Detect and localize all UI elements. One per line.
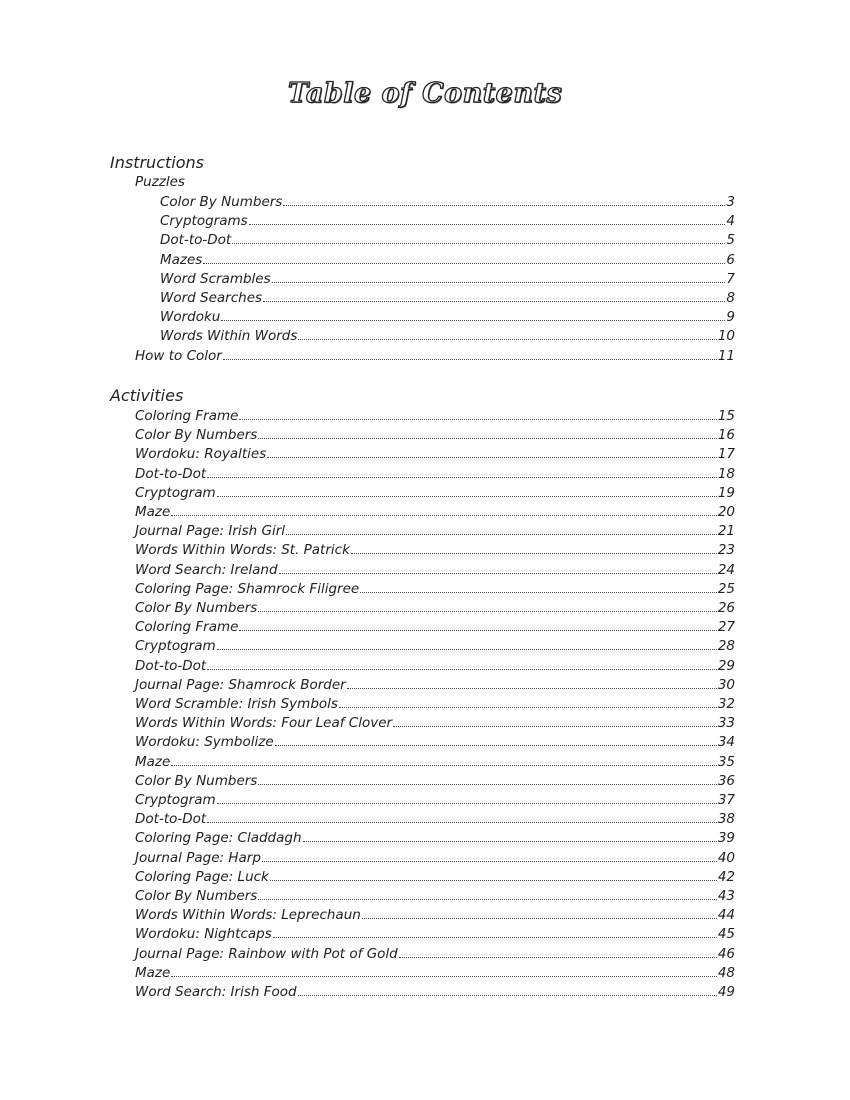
toc-entry-color-by-numbers[interactable]: [135, 426, 735, 445]
activities-heading: Activities: [110, 386, 184, 405]
dot-leader: [203, 263, 725, 264]
toc-entry-label: Word Scramble: Irish Symbols: [135, 696, 338, 712]
toc-entry-page: 35: [717, 753, 735, 770]
toc-entry-words-within-words-leprechaun[interactable]: [135, 906, 735, 925]
toc-entry-maze[interactable]: [135, 503, 735, 522]
toc-entry-page: 17: [717, 446, 735, 463]
toc-entry-label: Journal Page: Shamrock Border: [135, 676, 346, 693]
toc-entry-label: Words Within Words: St. Patrick: [135, 542, 350, 559]
toc-entry-page: 6: [726, 251, 735, 268]
toc-entry-label: Maze: [135, 504, 171, 520]
toc-entry-label: Journal Page: Irish Girl: [135, 523, 286, 540]
toc-entry-page: 49: [717, 984, 735, 1000]
toc-entry-label: Word Searches: [160, 290, 263, 306]
toc-entry-page: 3: [726, 194, 735, 210]
toc-entry-cryptogram[interactable]: [135, 791, 735, 810]
dot-leader: [207, 669, 717, 670]
puzzles-heading: Puzzles: [135, 174, 185, 190]
toc-entry-page: 37: [717, 792, 735, 808]
dot-leader: [399, 957, 717, 958]
toc-entry-page: 20: [717, 504, 735, 520]
toc-entry-color-by-numbers[interactable]: [135, 887, 735, 906]
toc-entry-label: Dot-to-Dot: [135, 465, 207, 482]
toc-entry-wordoku-royalties[interactable]: [135, 445, 735, 464]
toc-entry-page: 48: [717, 964, 735, 981]
toc-entry-mazes[interactable]: [160, 251, 735, 270]
toc-entry-label: Color By Numbers: [135, 600, 258, 616]
toc-entry-label: How to Color: [135, 348, 222, 364]
toc-entry-label: Color By Numbers: [160, 194, 283, 210]
toc-entry-page: 10: [717, 328, 735, 345]
toc-entry-label: Maze: [135, 964, 171, 981]
dot-leader: [258, 438, 716, 439]
toc-entry-maze[interactable]: [135, 753, 735, 772]
toc-entry-page: 21: [717, 523, 735, 540]
toc-entry-dot-to-dot[interactable]: [160, 231, 735, 250]
dot-leader: [207, 822, 717, 823]
dot-leader: [270, 880, 717, 881]
dot-leader: [262, 861, 717, 862]
toc-entry-word-scramble-irish-symbols[interactable]: [135, 695, 735, 714]
toc-entry-coloring-frame[interactable]: [135, 618, 735, 637]
toc-entry-page: 32: [717, 696, 735, 712]
dot-leader: [303, 841, 717, 842]
toc-entry-label: Wordoku: Royalties: [135, 446, 267, 463]
toc-entry-label: Word Scrambles: [160, 270, 271, 287]
dot-leader: [239, 419, 716, 420]
toc-entry-color-by-numbers[interactable]: [135, 599, 735, 618]
toc-entry-cryptograms[interactable]: [160, 212, 735, 231]
toc-entry-journal-page-shamrock-border[interactable]: [135, 676, 735, 695]
toc-entry-page: 24: [717, 561, 735, 578]
toc-entry-page: 30: [717, 676, 735, 693]
dot-leader: [207, 477, 717, 478]
toc-entry-page: 27: [717, 619, 735, 636]
dot-leader: [171, 515, 717, 516]
dot-leader: [272, 282, 726, 283]
dot-leader: [249, 224, 726, 225]
toc-entry-wordoku-symbolize[interactable]: [135, 733, 735, 752]
toc-entry-page: 7: [726, 270, 735, 287]
toc-entry-page: 44: [717, 907, 735, 924]
dot-leader: [286, 534, 717, 535]
toc-entry-page: 15: [717, 408, 735, 424]
dot-leader: [239, 630, 716, 631]
toc-entry-page: 29: [717, 657, 735, 674]
toc-entry-word-search-irish-food[interactable]: [135, 983, 735, 1002]
dot-leader: [258, 611, 716, 612]
toc-entry-label: Words Within Words: Four Leaf Clover: [135, 715, 393, 732]
toc-entry-cryptogram[interactable]: [135, 637, 735, 656]
toc-entry-page: 9: [726, 309, 735, 326]
toc-entry-words-within-words-four-leaf-clover[interactable]: [135, 714, 735, 733]
dot-leader: [263, 301, 725, 302]
toc-entry-color-by-numbers[interactable]: [160, 193, 735, 212]
dot-leader: [217, 649, 717, 650]
dot-leader: [267, 457, 717, 458]
toc-entry-page: 5: [726, 232, 735, 249]
toc-entry-cryptogram[interactable]: [135, 484, 735, 503]
toc-entry-page: 23: [717, 542, 735, 559]
toc-entry-label: Coloring Page: Luck: [135, 868, 269, 885]
dot-leader: [171, 976, 717, 977]
dot-leader: [351, 553, 717, 554]
toc-entry-page: 8: [726, 290, 735, 306]
toc-entry-page: 36: [717, 772, 735, 789]
dot-leader: [298, 339, 716, 340]
toc-entry-label: Words Within Words: Leprechaun: [135, 907, 361, 924]
dot-leader: [221, 320, 725, 321]
dot-leader: [258, 899, 716, 900]
toc-entry-label: Dot-to-Dot: [135, 657, 207, 674]
toc-entry-page: 16: [717, 427, 735, 444]
dot-leader: [283, 205, 725, 206]
dot-leader: [339, 707, 717, 708]
dot-leader: [360, 592, 717, 593]
page-title: Table of Contents: [287, 78, 563, 109]
toc-entry-page: 33: [717, 715, 735, 732]
toc-entry-page: 28: [717, 638, 735, 655]
dot-leader: [217, 496, 717, 497]
dot-leader: [393, 726, 717, 727]
toc-entry-label: Cryptogram: [135, 792, 216, 808]
dot-leader: [217, 803, 717, 804]
toc-entry-journal-page-irish-girl[interactable]: [135, 522, 735, 541]
toc-entry-page: 19: [717, 484, 735, 501]
toc-entry-word-scrambles[interactable]: [160, 270, 735, 289]
toc-entry-label: Coloring Frame: [135, 619, 239, 636]
toc-entry-label: Dot-to-Dot: [160, 232, 232, 249]
toc-entry-label: Color By Numbers: [135, 888, 258, 904]
toc-entry-wordoku-nightcaps[interactable]: [135, 925, 735, 944]
dot-leader: [171, 765, 717, 766]
toc-entry-page: 4: [726, 213, 735, 230]
toc-entry-page: 43: [717, 888, 735, 904]
dot-leader: [362, 918, 717, 919]
dot-leader: [275, 745, 717, 746]
toc-entry-label: Cryptogram: [135, 638, 216, 655]
toc-entry-page: 46: [717, 945, 735, 962]
dot-leader: [273, 937, 717, 938]
toc-entry-label: Words Within Words: [160, 328, 298, 345]
toc-entry-coloring-page-luck[interactable]: [135, 868, 735, 887]
toc-entry-dot-to-dot[interactable]: [135, 810, 735, 829]
toc-entry-word-searches[interactable]: [160, 289, 735, 308]
toc-entry-label: Word Search: Ireland: [135, 561, 278, 578]
toc-entry-color-by-numbers[interactable]: [135, 772, 735, 791]
toc-entry-label: Word Search: Irish Food: [135, 984, 297, 1000]
toc-entry-label: Coloring Frame: [135, 408, 239, 424]
toc-entry-label: Journal Page: Rainbow with Pot of Gold: [135, 945, 398, 962]
toc-entry-journal-page-rainbow-with-pot-of-gold[interactable]: [135, 945, 735, 964]
toc-entry-wordoku[interactable]: [160, 308, 735, 327]
dot-leader: [223, 359, 717, 360]
toc-entry-label: Wordoku: [160, 309, 221, 326]
toc-entry-page: 25: [717, 580, 735, 597]
toc-entry-page: 42: [717, 868, 735, 885]
toc-entry-page: 11: [717, 348, 735, 364]
toc-entry-label: Wordoku: Symbolize: [135, 734, 274, 751]
dot-leader: [258, 784, 716, 785]
toc-entry-coloring-page-claddagh[interactable]: [135, 829, 735, 848]
toc-entry-label: Wordoku: Nightcaps: [135, 926, 272, 943]
dot-leader: [298, 995, 717, 996]
toc-entry-label: Mazes: [160, 251, 203, 268]
toc-entry-page: 45: [717, 926, 735, 943]
dot-leader: [347, 688, 717, 689]
toc-entry-words-within-words-st-patrick[interactable]: [135, 541, 735, 560]
toc-entry-page: 40: [717, 849, 735, 866]
instructions-heading: Instructions: [110, 153, 204, 172]
toc-entry-words-within-words[interactable]: [160, 327, 735, 346]
toc-entry-label: Coloring Page: Claddagh: [135, 830, 302, 847]
toc-entry-page: 39: [717, 830, 735, 847]
toc-entry-page: 38: [717, 811, 735, 828]
toc-entry-page: 26: [717, 600, 735, 616]
dot-leader: [279, 573, 717, 574]
toc-entry-dot-to-dot[interactable]: [135, 657, 735, 676]
toc-entry-label: Dot-to-Dot: [135, 811, 207, 828]
toc-entry-label: Color By Numbers: [135, 772, 258, 789]
toc-entry-maze[interactable]: [135, 964, 735, 983]
toc-entry-dot-to-dot[interactable]: [135, 465, 735, 484]
toc-entry-coloring-page-shamrock-filigree[interactable]: [135, 580, 735, 599]
toc-entry-label: Color By Numbers: [135, 427, 258, 444]
dot-leader: [232, 243, 725, 244]
toc-entry-label: Cryptogram: [135, 484, 216, 501]
toc-entry-coloring-frame[interactable]: [135, 407, 735, 426]
toc-entry-label: Journal Page: Harp: [135, 849, 261, 866]
toc-entry-page: 18: [717, 465, 735, 482]
toc-entry-how-to-color[interactable]: [135, 347, 735, 366]
toc-entry-page: 34: [717, 734, 735, 751]
toc-entry-word-search-ireland[interactable]: [135, 561, 735, 580]
toc-entry-label: Coloring Page: Shamrock Filigree: [135, 580, 360, 597]
toc-entry-label: Cryptograms: [160, 213, 248, 230]
toc-entry-label: Maze: [135, 753, 171, 770]
toc-entry-journal-page-harp[interactable]: [135, 849, 735, 868]
